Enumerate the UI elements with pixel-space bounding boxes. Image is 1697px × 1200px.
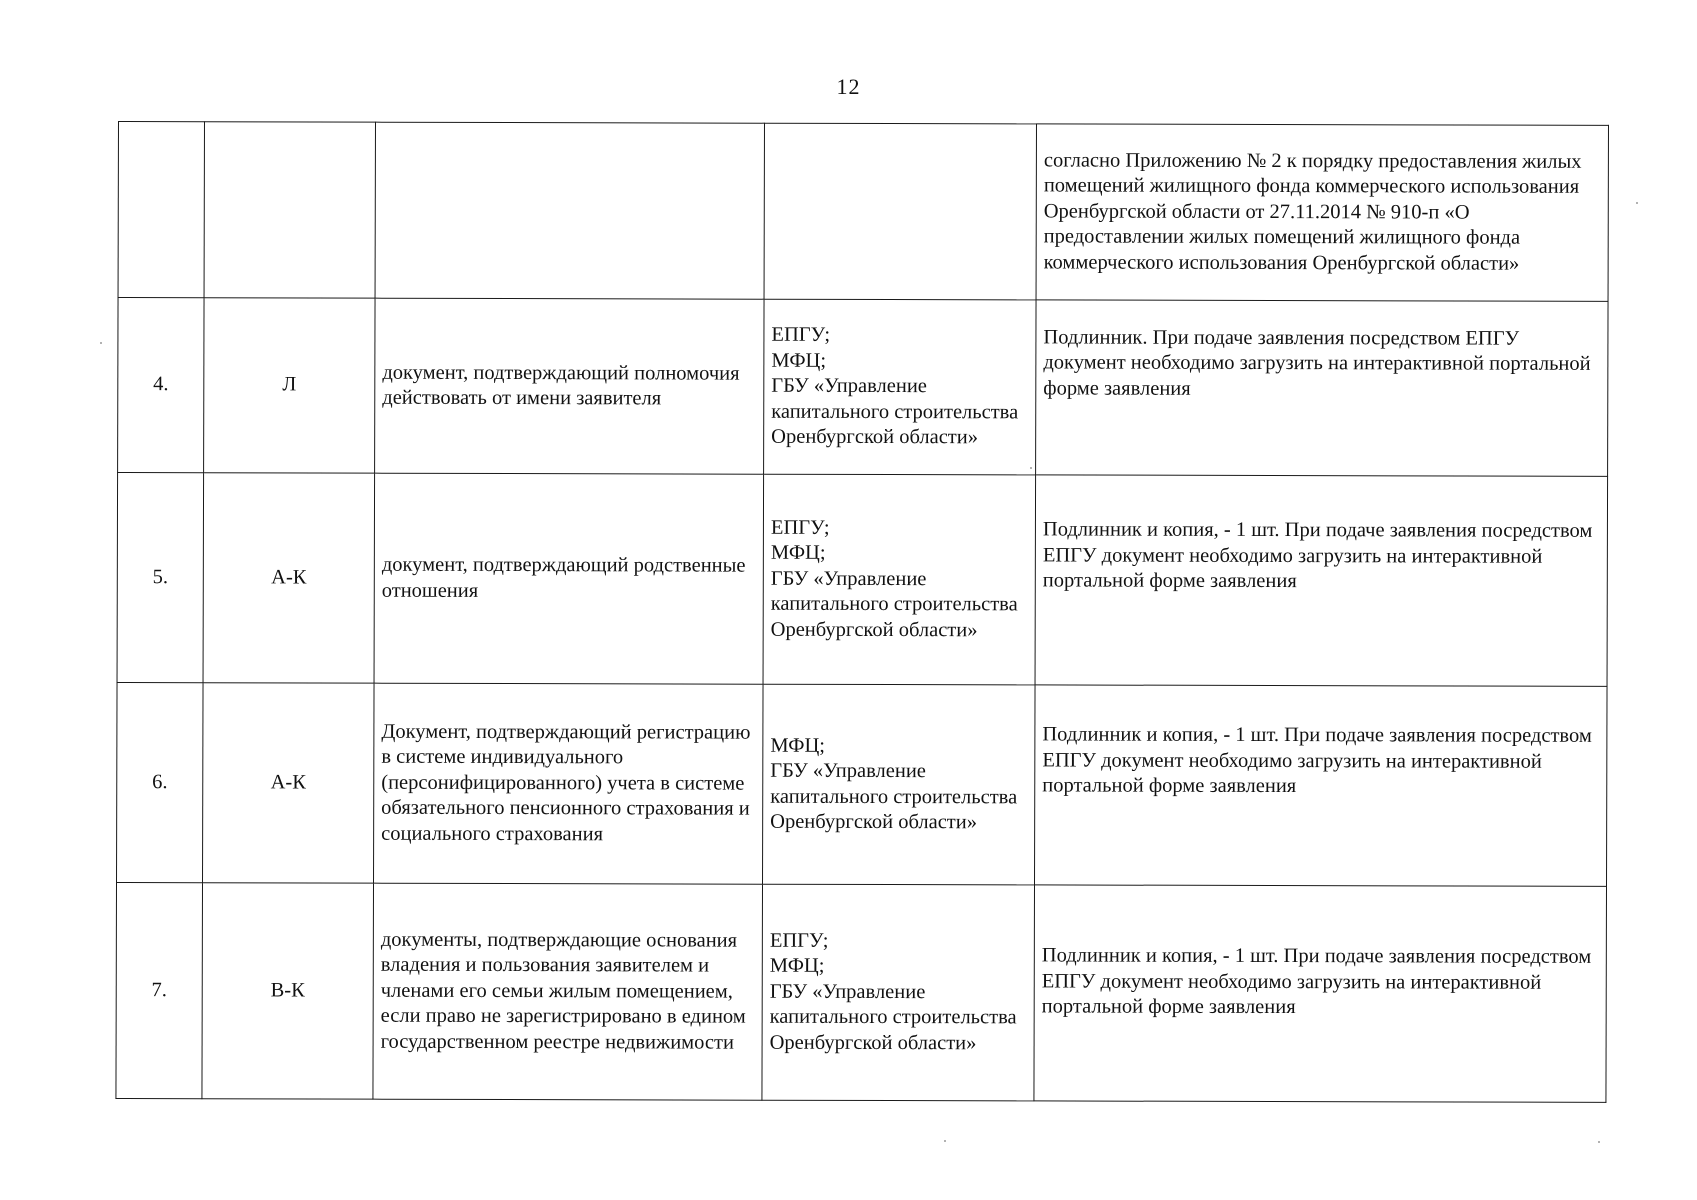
table-row	[118, 298, 1608, 477]
note-text: Подлинник. При подаче заявления посредством ЕПГУ документ необходимо загрузить на интерактивной портальной форме заявления	[1043, 326, 1591, 400]
scan-speck	[1030, 467, 1032, 469]
cell-note-continuation	[1036, 124, 1608, 301]
cell-note	[1035, 475, 1608, 686]
cell-where	[763, 684, 1036, 885]
scan-speck	[1636, 202, 1638, 204]
table-row	[116, 882, 1607, 1102]
cell-category: А-К	[203, 683, 375, 883]
cell-num: 6.	[117, 682, 204, 882]
cell-where	[762, 884, 1035, 1101]
where-line: ГБУ «Управление капитального строительства Оренбургской области»	[770, 759, 1018, 834]
note-text: Подлинник и копия, - 1 шт. При подаче заявления посредством ЕПГУ документ необходимо загрузить на интерактивной портальной форме заявления	[1042, 723, 1592, 798]
cell-description: документ, подтверждающий родственные отношения	[374, 473, 764, 684]
cell-note	[1034, 885, 1607, 1102]
cell-category: А-К	[203, 473, 375, 683]
table-row	[117, 473, 1608, 687]
note-text: Подлинник и копия, - 1 шт. При подаче заявления посредством ЕПГУ документ необходимо загрузить на интерактивной портальной форме заявления	[1041, 944, 1592, 1019]
documents-table	[115, 121, 1609, 1103]
table-row-continuation	[118, 122, 1608, 302]
where-line: МФЦ;	[769, 954, 825, 978]
cell-description: документ, подтверждающий полномочия действовать от имени заявителя	[375, 298, 764, 474]
where-line: ЕПГУ;	[771, 323, 831, 347]
scan-speck	[1598, 1141, 1600, 1143]
scan-speck	[944, 1140, 946, 1142]
cell-note	[1036, 300, 1608, 476]
where-line: ЕПГУ;	[770, 516, 830, 539]
cell-description: Документ, подтверждающий регистрацию в системе индивидуального (персонифицированного) учета в системе обязательного пенсионного страхования и социального страхования	[374, 683, 764, 884]
where-line: ГБУ «Управление капитального строительства Оренбургской области»	[771, 374, 1019, 449]
cell-category: В-К	[202, 883, 374, 1099]
cell-where-empty	[764, 123, 1036, 300]
cell-category: Л	[204, 298, 375, 473]
where-line: ГБУ «Управление капитального строительства Оренбургской области»	[770, 567, 1018, 642]
cell-num: 5.	[117, 473, 204, 683]
where-line: ГБУ «Управление капитального строительства Оренбургской области»	[769, 980, 1017, 1055]
cell-num: 4.	[118, 298, 204, 473]
where-line: МФЦ;	[771, 349, 827, 372]
cell-note	[1035, 685, 1608, 886]
note-text: Подлинник и копия, - 1 шт. При подаче заявления посредством ЕПГУ документ необходимо загрузить на интерактивной портальной форме заявления	[1042, 518, 1593, 593]
table-row	[117, 682, 1608, 886]
cell-description-empty	[375, 122, 764, 299]
cell-where	[763, 474, 1036, 685]
page-number: 12	[836, 74, 861, 99]
cell-num: 7.	[116, 882, 203, 1098]
where-line: ЕПГУ;	[769, 929, 829, 952]
cell-where	[764, 299, 1036, 475]
where-line: МФЦ;	[770, 541, 826, 565]
continuation-note-text: согласно Приложению № 2 к порядку предоставления жилых помещений жилищного фонда коммерческого использования Оренбургской области от 27.11.2014 № 910-п «О предоставлении жилых помещений жилищного фонда коммерческого использования Оренбургской области»	[1043, 149, 1582, 275]
scan-speck	[100, 342, 102, 344]
cell-category-empty	[204, 122, 375, 298]
cell-num-empty	[118, 122, 204, 298]
cell-description: документы, подтверждающие основания владения и пользования заявителем и членами его семьи жилым помещением, если право не зарегистрировано в едином государственном реестре недвижимости	[373, 883, 763, 1100]
where-line: МФЦ;	[770, 734, 826, 757]
